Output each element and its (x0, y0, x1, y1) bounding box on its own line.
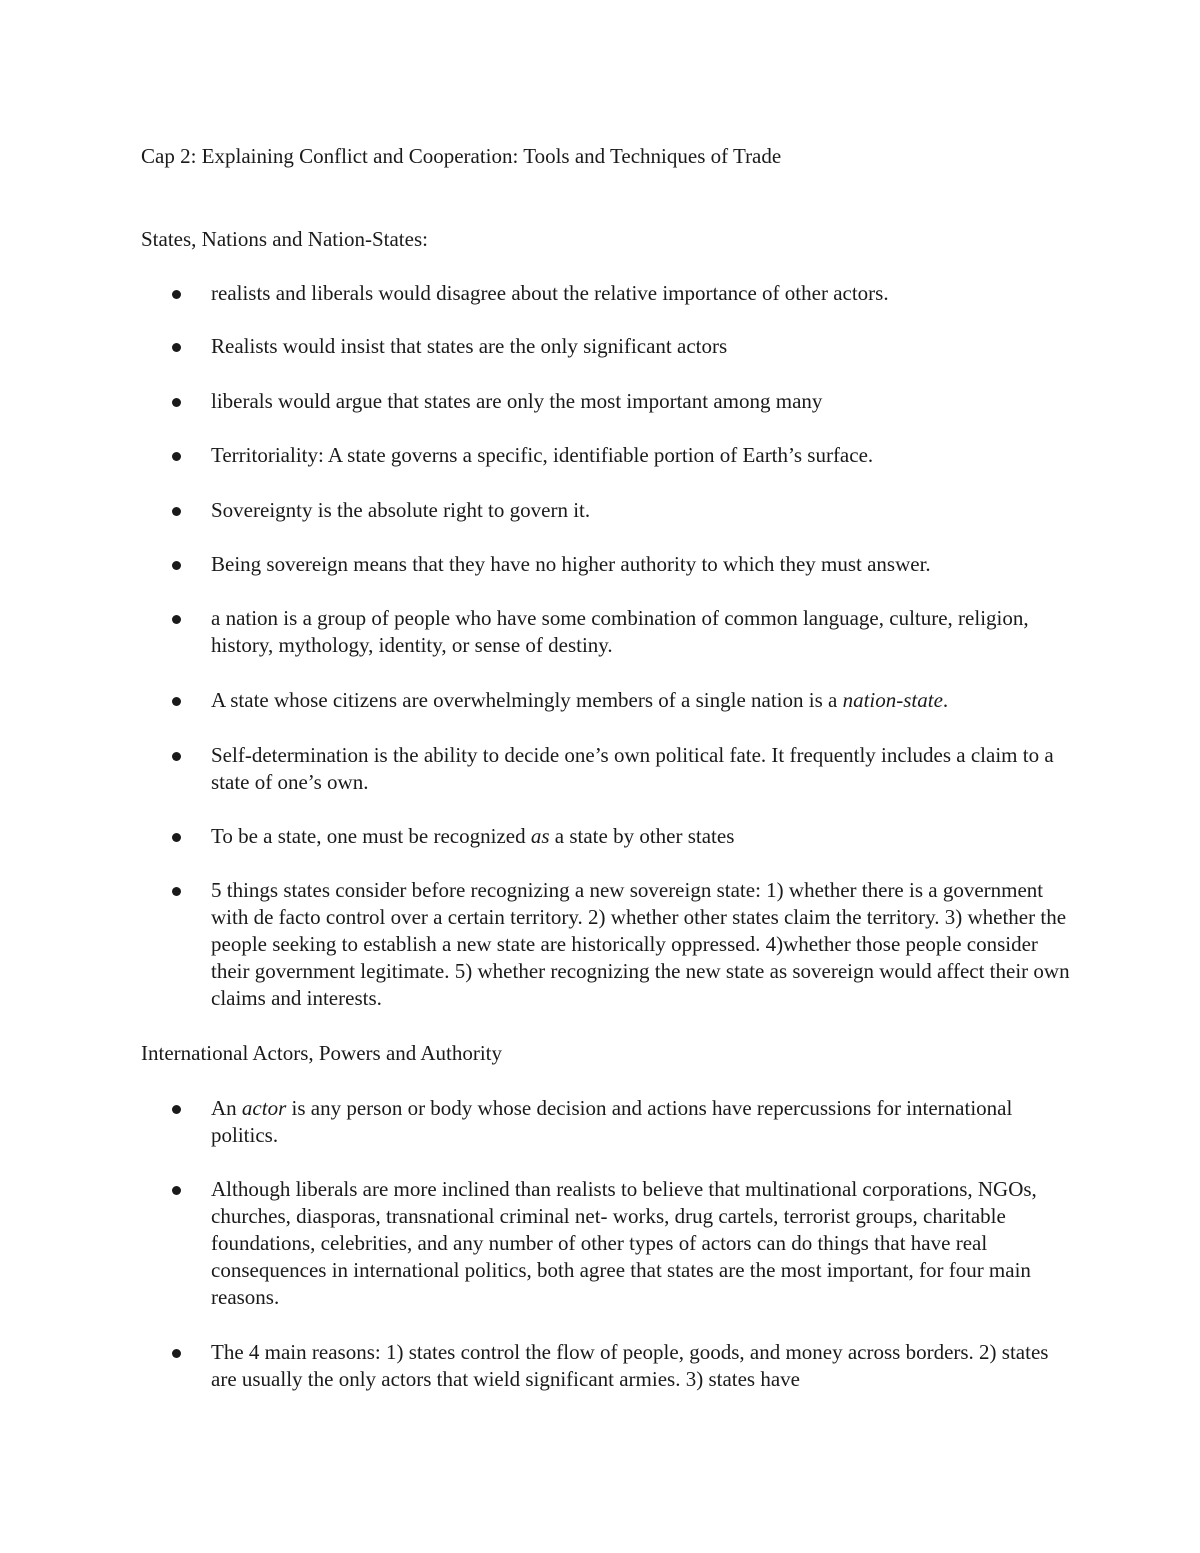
document-title: Cap 2: Explaining Conflict and Cooperation: Tools and Techniques of Trade (141, 144, 782, 168)
list-item-text (211, 687, 1071, 714)
list-item-text-part: a state by other states (549, 824, 735, 848)
section-heading-states-nations: States, Nations and Nation-States: (141, 227, 428, 251)
list-item-text: Self-determination is the ability to decide one’s own political fate. It frequently includes a claim to a state of one’s own. (211, 743, 1054, 794)
bullet-icon (172, 1105, 181, 1114)
bullet-icon (172, 343, 181, 352)
bullet-icon (172, 507, 181, 516)
emphasized-term: as (530, 824, 550, 848)
list-item-text: a nation is a group of people who have some combination of common language, culture, religion, history, mythology, identity, or sense of destiny. (211, 606, 1029, 657)
bullet-icon (172, 561, 181, 570)
list-item-text-part: An (211, 1096, 242, 1120)
bullet-icon (172, 1186, 181, 1195)
bullet-icon (172, 1349, 181, 1358)
emphasized-term: nation-state (842, 688, 943, 712)
list-item-text: liberals would argue that states are only the most important among many (211, 389, 823, 413)
list-item-text-part: . (942, 688, 949, 712)
bullet-icon (172, 697, 181, 706)
list-item-text: Realists would insist that states are the only significant actors (211, 334, 728, 358)
list-item-text: Sovereignty is the absolute right to govern it. (211, 498, 591, 522)
list-item-text: 5 things states consider before recognizing a new sovereign state: 1) whether there is a government with de facto control over a certain territory. 2) whether other states claim the territory. 3) whether the people seeking to establish a new state are historically oppressed. 4)whether those people consider their government legitimate. 5) whether recognizing the new state as sovereign would affect their own claims and interests. (211, 878, 1070, 1010)
list-item-text: Although liberals are more inclined than realists to believe that multinational corporations, NGOs, churches, diasporas, transnational criminal net- works, drug cartels, terrorist groups, charitable foundations, celebrities, and any number of other types of actors can do things that have real consequences in international politics, both agree that states are the most important, for four main reasons. (211, 1177, 1037, 1309)
list-item-text: Being sovereign means that they have no higher authority to which they must answer. (211, 552, 931, 576)
list-item-text (211, 823, 1071, 850)
bullet-icon (172, 615, 181, 624)
list-item-text-part: A state whose citizens are overwhelmingly members of a single nation is a (211, 688, 843, 712)
bullet-icon (172, 452, 181, 461)
list-item-text (211, 1095, 1071, 1149)
list-item-text-part: To be a state, one must be recognized (211, 824, 531, 848)
list-item-text-part: is any person or body whose decision and actions have repercussions for international politics. (211, 1096, 1013, 1147)
list-item-text: realists and liberals would disagree about the relative importance of other actors. (211, 281, 889, 305)
bullet-icon (172, 752, 181, 761)
bullet-icon (172, 290, 181, 299)
section-heading-international-actors: International Actors, Powers and Authority (141, 1041, 503, 1065)
bullet-icon (172, 833, 181, 842)
bullet-icon (172, 887, 181, 896)
bullet-icon (172, 398, 181, 407)
list-item-text: The 4 main reasons: 1) states control the flow of people, goods, and money across borders. 2) states are usually the only actors that wield significant armies. 3) states have (211, 1340, 1049, 1391)
emphasized-term: actor (241, 1096, 287, 1120)
list-item-text: Territoriality: A state governs a specific, identifiable portion of Earth’s surface. (211, 443, 874, 467)
